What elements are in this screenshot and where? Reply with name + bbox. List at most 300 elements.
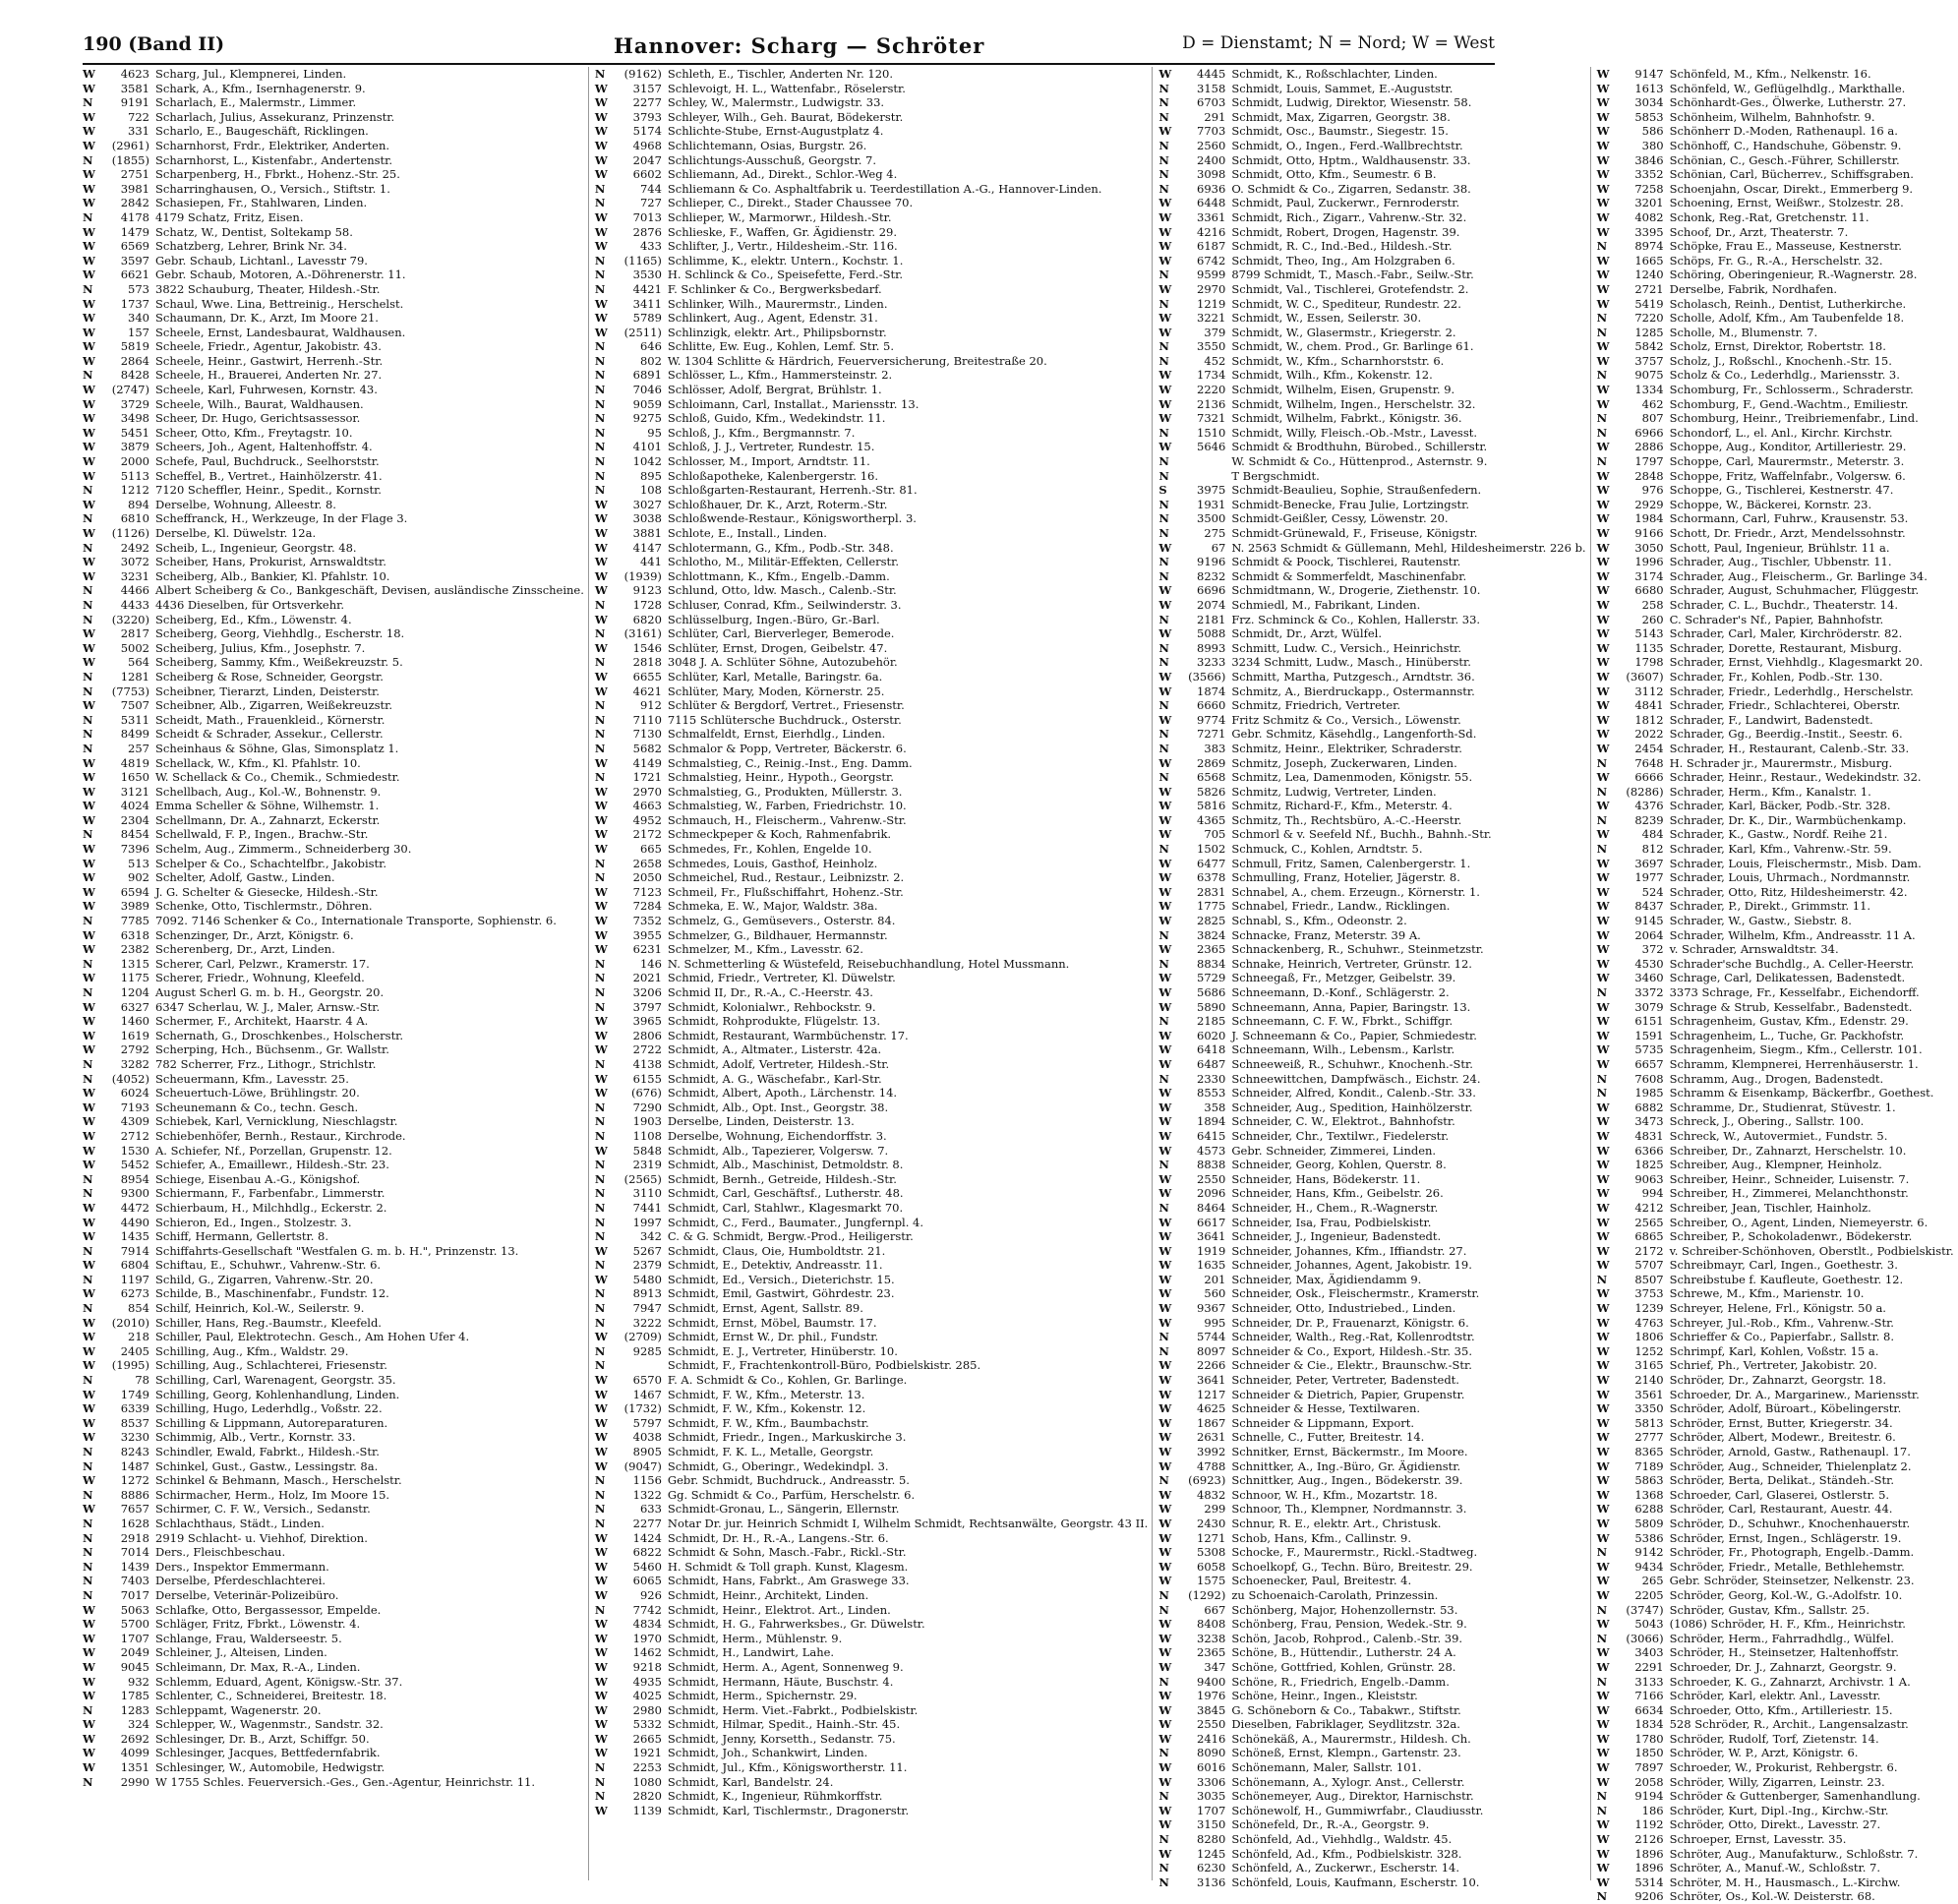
- entry-district-code: W: [1596, 396, 1610, 411]
- directory-entry: [1158, 182, 1585, 197]
- entry-text: Schrader, Fr., Kohlen, Podb.-Str. 130.: [1669, 669, 1883, 684]
- entry-district-code: W: [594, 1071, 608, 1086]
- directory-entry: [595, 1014, 1148, 1029]
- entry-text: Schlepper, W., Wagenmstr., Sandstr. 32.: [155, 1717, 384, 1732]
- entry-district-code: N: [1158, 454, 1169, 469]
- entry-text: Schilling, Carl, Warenagent, Georgstr. 35.: [155, 1373, 396, 1388]
- entry-phone-number: 586: [1641, 124, 1664, 139]
- directory-entry: [83, 397, 584, 412]
- entry-district-code: N: [83, 1171, 93, 1186]
- entry-district-code: W: [1158, 1574, 1172, 1588]
- entry-district-code: W: [1158, 281, 1172, 296]
- directory-entry: [1158, 282, 1585, 297]
- entry-district-code: W: [594, 1587, 608, 1602]
- directory-entry: [83, 1373, 584, 1388]
- directory-entry: [1158, 1603, 1585, 1618]
- directory-entry: [595, 1129, 1148, 1144]
- entry-phone-number: 4968: [632, 138, 662, 152]
- entry-phone-number: (1165): [623, 253, 662, 268]
- entry-text: Schmidt, Joh., Schankwirt, Linden.: [667, 1746, 868, 1760]
- entry-phone-number: 95: [647, 425, 662, 440]
- entry-district-code: W: [1596, 1128, 1610, 1143]
- entry-text: Schneider, Alfred, Kondit., Calenb.-Str. 33.: [1231, 1086, 1476, 1101]
- entry-district-code: W: [1158, 383, 1172, 397]
- entry-text: Schmalstieg, W., Farben, Friedrichstr. 10.: [667, 799, 907, 813]
- entry-phone-number: 6327: [120, 999, 149, 1014]
- entry-phone-number: 67: [1211, 540, 1226, 555]
- entry-phone-number: 9075: [1634, 368, 1664, 383]
- entry-phone-number: 2172: [1634, 1243, 1664, 1258]
- entry-district-code: W: [594, 684, 608, 698]
- directory-entry: [1158, 713, 1585, 728]
- directory-entry: [1158, 1645, 1585, 1660]
- entry-phone-number: 3112: [1634, 684, 1664, 698]
- entry-text: Schlinkert, Aug., Agent, Edenstr. 31.: [667, 311, 878, 326]
- entry-text: Schröter, Os., Kol.-W. Deisterstr. 68.: [1669, 1889, 1875, 1904]
- entry-text: Schmidt, Ed., Versich., Dieterichstr. 15.: [667, 1272, 895, 1286]
- entry-district-code: W: [1596, 956, 1610, 971]
- entry-district-code: W: [1158, 1373, 1172, 1388]
- entry-phone-number: 186: [1641, 1803, 1664, 1817]
- entry-district-code: W: [83, 1645, 95, 1660]
- entry-district-code: W: [594, 942, 608, 957]
- entry-text: Schönheim, Wilhelm, Bahnhofstr. 9.: [1669, 109, 1875, 124]
- directory-entry: [1158, 1689, 1585, 1703]
- entry-district-code: W: [1158, 311, 1172, 326]
- entry-text: Schmidt, Dr., Arzt, Wülfel.: [1231, 626, 1382, 641]
- entry-text: Schreck, J., Obering., Sallstr. 100.: [1669, 1114, 1865, 1129]
- directory-entry: [83, 326, 584, 340]
- entry-text: Schmidt, Herm. Viet.-Fabrkt., Podbielskistr.: [667, 1702, 919, 1717]
- entry-district-code: N: [594, 1343, 606, 1358]
- entry-text: Schob, Hans, Kfm., Callinstr. 9.: [1231, 1530, 1412, 1545]
- entry-text: Scheinhaus & Söhne, Glas, Simonsplatz 1.: [155, 741, 399, 755]
- entry-phone-number: 7284: [632, 899, 662, 914]
- directory-entry: [83, 153, 584, 168]
- entry-phone-number: 8280: [1197, 1832, 1226, 1847]
- entry-district-code: W: [1596, 1846, 1610, 1861]
- entry-text: Schelm, Aug., Zimmerm., Schneiderberg 30.: [155, 842, 412, 857]
- entry-phone-number: 3174: [1634, 568, 1664, 583]
- directory-entry: [83, 942, 584, 957]
- entry-district-code: W: [83, 1415, 95, 1430]
- directory-entry: [83, 1717, 584, 1732]
- entry-district-code: W: [83, 468, 95, 483]
- entry-district-code: N: [1158, 1587, 1169, 1602]
- entry-district-code: W: [83, 1358, 95, 1373]
- entry-text: Schmeckpeper & Koch, Rahmenfabrik.: [667, 827, 892, 842]
- entry-district-code: W: [1158, 1229, 1172, 1244]
- entry-text: Scherenberg, Dr., Arzt, Linden.: [155, 942, 335, 957]
- entry-text: Schloßgarten-Restaurant, Herrenh.-Str. 81.: [667, 483, 918, 498]
- entry-district-code: W: [83, 999, 95, 1014]
- directory-entry: [595, 928, 1148, 943]
- directory-entry: [595, 326, 1148, 340]
- entry-district-code: W: [83, 870, 95, 885]
- entry-phone-number: 894: [128, 497, 149, 511]
- entry-phone-number: 2492: [120, 540, 149, 555]
- directory-entry: [83, 1301, 584, 1316]
- directory-entry: [1597, 483, 1954, 498]
- entry-text: Schröter, A., Manuf.-W., Schloßstr. 7.: [1669, 1861, 1881, 1875]
- entry-phone-number: 1239: [1634, 1301, 1664, 1316]
- entry-phone-number: 7403: [120, 1574, 149, 1588]
- entry-phone-number: 1108: [632, 1128, 662, 1143]
- entry-district-code: W: [83, 138, 95, 152]
- entry-district-code: W: [1596, 684, 1610, 698]
- entry-district-code: N: [594, 281, 606, 296]
- entry-phone-number: (7753): [111, 684, 149, 698]
- entry-phone-number: 4038: [632, 1430, 662, 1445]
- entry-phone-number: 5682: [632, 741, 662, 755]
- directory-entry: [595, 569, 1148, 584]
- entry-text: Scholz, Ernst, Direktor, Robertstr. 18.: [1669, 339, 1886, 354]
- entry-phone-number: 1996: [1634, 555, 1664, 569]
- entry-text: Schmidt, Otto, Kfm., Seumestr. 6 B.: [1231, 167, 1437, 182]
- entry-text: Schondorf, L., el. Anl., Kirchr. Kirchstr.: [1669, 425, 1893, 440]
- entry-text: Schmidt, W., Kfm., Scharnhorststr. 6.: [1231, 353, 1445, 368]
- entry-phone-number: 1439: [120, 1559, 149, 1574]
- directory-entry: [595, 297, 1148, 312]
- entry-phone-number: 7321: [1197, 411, 1226, 426]
- entry-text: Schmidt, R. C., Ind.-Bed., Hildesh.-Str.: [1231, 239, 1453, 254]
- entry-phone-number: 7271: [1197, 727, 1226, 742]
- entry-text: Schmalor & Popp, Vertreter, Bäckerstr. 6.: [667, 741, 907, 755]
- entry-district-code: W: [594, 1042, 608, 1057]
- directory-entry: [83, 1229, 584, 1244]
- entry-phone-number: 340: [128, 311, 149, 326]
- directory-entry: [595, 239, 1148, 254]
- directory-entry: [1158, 1775, 1585, 1790]
- entry-phone-number: 3150: [1197, 1817, 1226, 1832]
- directory-entry: [83, 511, 584, 526]
- directory-entry: [595, 670, 1148, 684]
- directory-entry: [1158, 1373, 1585, 1388]
- entry-text: Schlotermann, G., Kfm., Podb.-Str. 348.: [667, 540, 894, 555]
- directory-entry: [595, 555, 1148, 569]
- entry-text: Schönefeld, Dr., R.-A., Georgstr. 9.: [1231, 1817, 1430, 1832]
- entry-phone-number: 8232: [1197, 568, 1226, 583]
- entry-text: Scholz & Co., Lederhdlg., Mariensstr. 3.: [1669, 368, 1900, 383]
- entry-text: 7115 Schlütersche Buchdruck., Osterstr.: [667, 712, 902, 727]
- entry-phone-number: 2777: [1634, 1430, 1664, 1445]
- entry-phone-number: 5451: [120, 425, 149, 440]
- entry-text: Schrader, P., Direkt., Grimmstr. 11.: [1669, 899, 1871, 914]
- entry-district-code: W: [1158, 540, 1172, 555]
- column-4: [1596, 67, 1958, 1904]
- entry-text: Schmidt, Hermann, Häute, Buschstr. 4.: [667, 1674, 894, 1689]
- directory-entry: [1158, 1545, 1585, 1560]
- directory-entry: [1158, 1660, 1585, 1675]
- entry-text: Schneemann, Wilh., Lebensm., Karlstr.: [1231, 1042, 1455, 1057]
- entry-district-code: W: [1596, 1874, 1610, 1889]
- entry-text: Scherer, Carl, Pelzwr., Kramerstr. 17.: [155, 956, 370, 971]
- entry-district-code: W: [1596, 1186, 1610, 1201]
- entry-text: Schreiber, Aug., Klempner, Heinholz.: [1669, 1158, 1882, 1172]
- directory-entry: [1158, 426, 1585, 441]
- entry-phone-number: 6020: [1197, 1028, 1226, 1042]
- entry-district-code: W: [1158, 884, 1172, 899]
- entry-phone-number: 4490: [120, 1215, 149, 1229]
- directory-entry: [83, 1675, 584, 1690]
- entry-phone-number: 1502: [1197, 842, 1226, 857]
- entry-text: A. Schiefer, Nf., Porzellan, Grupenstr. 12.: [155, 1143, 392, 1158]
- entry-phone-number: 1204: [120, 985, 149, 999]
- directory-entry: [595, 1086, 1148, 1101]
- directory-entry: [1597, 813, 1954, 828]
- entry-district-code: W: [1158, 1717, 1172, 1732]
- directory-entry: [595, 1144, 1148, 1159]
- entry-phone-number: 7110: [632, 712, 662, 727]
- entry-text: Schilde, B., Maschinenfabr., Fundstr. 12.: [155, 1286, 389, 1301]
- directory-entry: [83, 1316, 584, 1331]
- directory-entry: [595, 1029, 1148, 1043]
- directory-entry: [1158, 1114, 1585, 1129]
- entry-text: Schoof, Dr., Arzt, Theaterstr. 7.: [1669, 224, 1849, 239]
- entry-district-code: N: [594, 870, 606, 885]
- entry-phone-number: 4099: [120, 1746, 149, 1760]
- entry-district-code: W: [1158, 999, 1172, 1014]
- directory-entry: [83, 139, 584, 153]
- directory-entry: [1597, 971, 1954, 985]
- directory-entry: [1597, 440, 1954, 454]
- directory-entry: [595, 225, 1148, 240]
- directory-entry: [595, 613, 1148, 627]
- entry-text: Schmidt, Emil, Gastwirt, Göhrdestr. 23.: [667, 1286, 895, 1301]
- entry-district-code: N: [83, 914, 93, 928]
- directory-entry: [1158, 1430, 1585, 1445]
- directory-entry: [83, 1273, 584, 1287]
- directory-entry: [1597, 1258, 1954, 1273]
- directory-entry: [83, 1258, 584, 1273]
- entry-text: Schilling, Aug., Schlachterei, Friesenstr.: [155, 1358, 387, 1373]
- entry-text: Schirmacher, Herm., Holz, Im Moore 15.: [155, 1487, 390, 1502]
- directory-entry: [1597, 1517, 1954, 1531]
- entry-text: Schnabl, S., Kfm., Odeonstr. 2.: [1231, 914, 1407, 928]
- entry-district-code: W: [1158, 1358, 1172, 1373]
- entry-phone-number: 6657: [1634, 1056, 1664, 1071]
- entry-text: Scholz, J., Roßschl., Knochenh.-Str. 15.: [1669, 353, 1892, 368]
- directory-entry: [1597, 1086, 1954, 1101]
- directory-entry: [595, 311, 1148, 326]
- entry-phone-number: 8090: [1197, 1746, 1226, 1760]
- entry-text: Schmelz, G., Gemüsevers., Osterstr. 84.: [667, 914, 896, 928]
- entry-district-code: W: [83, 655, 95, 670]
- entry-phone-number: 2751: [120, 167, 149, 182]
- directory-entry: [595, 641, 1148, 656]
- directory-entry: [83, 742, 584, 756]
- entry-district-code: N: [1158, 296, 1169, 311]
- entry-text: Schlichtemann, Osias, Burgstr. 26.: [667, 138, 867, 152]
- entry-phone-number: 3403: [1634, 1645, 1664, 1660]
- directory-entry: [1597, 928, 1954, 943]
- entry-phone-number: 3561: [1634, 1387, 1664, 1401]
- entry-text: Derselbe, Kl. Düwelstr. 12a.: [155, 526, 317, 540]
- directory-entry: [83, 1000, 584, 1015]
- entry-district-code: N: [1158, 1071, 1169, 1086]
- entry-text: Schmidt, Herm., Spichernstr. 29.: [667, 1689, 858, 1703]
- entry-text: Derselbe, Veterinär-Polizeibüro.: [155, 1587, 339, 1602]
- directory-entry: [1597, 368, 1954, 383]
- entry-phone-number: 6621: [120, 268, 149, 282]
- entry-district-code: W: [83, 1143, 95, 1158]
- directory-entry: [595, 971, 1148, 985]
- entry-district-code: N: [1158, 770, 1169, 785]
- entry-text: Schön, Jacob, Rohprod., Calenb.-Str. 39.: [1231, 1631, 1463, 1645]
- entry-text: Schmidt, Willy, Fleisch.-Ob.-Mstr., Lavesst.: [1231, 425, 1477, 440]
- entry-phone-number: 7608: [1634, 1071, 1664, 1086]
- entry-phone-number: 6804: [120, 1258, 149, 1273]
- directory-entry: [595, 124, 1148, 139]
- directory-entry: [83, 498, 584, 512]
- entry-text: Schroeper, Ernst, Lavesstr. 35.: [1669, 1832, 1847, 1847]
- entry-district-code: W: [1596, 1286, 1610, 1301]
- entry-phone-number: 2047: [632, 152, 662, 167]
- entry-district-code: N: [594, 1186, 606, 1201]
- directory-entry: [1158, 526, 1585, 541]
- entry-text: Schlüter, Carl, Bierverleger, Bemerode.: [667, 626, 895, 641]
- entry-phone-number: 1984: [1634, 511, 1664, 526]
- entry-text: Schrader'sche Buchdlg., A. Celler-Heerstr.: [1669, 956, 1915, 971]
- directory-entry: [1158, 1086, 1585, 1101]
- entry-district-code: N: [1158, 698, 1169, 713]
- entry-district-code: W: [1158, 1128, 1172, 1143]
- entry-text: Schenke, Otto, Tischlermstr., Döhren.: [155, 899, 373, 914]
- entry-phone-number: 2050: [632, 870, 662, 885]
- directory-entry: [595, 914, 1148, 928]
- entry-phone-number: 4466: [120, 583, 149, 598]
- entry-text: (1086) Schröder, H. F., Kfm., Heinrichstr.: [1669, 1617, 1906, 1632]
- entry-text: Schrader, Friedr., Schlachterei, Oberstr.: [1669, 698, 1901, 713]
- entry-district-code: W: [1596, 712, 1610, 727]
- entry-text: Schneider, Aug., Spedition, Hainhölzerstr.: [1231, 1100, 1473, 1114]
- entry-phone-number: 1976: [1197, 1689, 1226, 1703]
- entry-phone-number: 646: [639, 339, 662, 354]
- entry-text: Schröder, Willy, Zigarren, Leinstr. 23.: [1669, 1774, 1885, 1789]
- directory-entry: [1597, 756, 1954, 771]
- entry-district-code: N: [594, 1473, 606, 1488]
- entry-text: Schrader, K., Gastw., Nordf. Reihe 21.: [1669, 827, 1888, 842]
- entry-phone-number: (3747): [1626, 1602, 1664, 1617]
- entry-text: Scharlach, Julius, Assekuranz, Prinzenstr.: [155, 109, 395, 124]
- entry-district-code: N: [594, 67, 606, 81]
- entry-text: Schnacke, Franz, Meterstr. 39 A.: [1231, 927, 1421, 942]
- entry-text: Schierbaum, H., Milchhdlg., Eckerstr. 2.: [155, 1200, 387, 1215]
- entry-text: Derselbe, Wohnung, Alleestr. 8.: [155, 497, 336, 511]
- entry-district-code: W: [1596, 655, 1610, 670]
- entry-district-code: W: [1596, 1243, 1610, 1258]
- entry-district-code: W: [1158, 799, 1172, 813]
- entry-district-code: N: [1596, 1889, 1608, 1904]
- entry-text: Schneider, Isa, Frau, Podbielskistr.: [1231, 1215, 1432, 1229]
- entry-text: Schrader, Louis, Fleischermstr., Misb. Dam.: [1669, 856, 1922, 870]
- directory-entry: [83, 1086, 584, 1101]
- directory-entry: [83, 799, 584, 813]
- entry-phone-number: 1707: [120, 1631, 149, 1645]
- entry-text: 4179 Schatz, Fritz, Eisen.: [155, 209, 304, 224]
- entry-phone-number: 2722: [632, 1042, 662, 1057]
- entry-phone-number: 9194: [1634, 1789, 1664, 1804]
- entry-phone-number: 3110: [632, 1186, 662, 1201]
- entry-phone-number: 8428: [120, 368, 149, 383]
- abbreviation-legend: D = Dienstamt; N = Nord; W = West: [1182, 33, 1495, 53]
- directory-entry: [83, 82, 584, 96]
- entry-district-code: N: [83, 1373, 93, 1388]
- entry-district-code: W: [83, 568, 95, 583]
- entry-district-code: W: [1158, 626, 1172, 641]
- entry-phone-number: 1628: [120, 1516, 149, 1530]
- entry-phone-number: (1939): [623, 568, 662, 583]
- entry-text: Schilf, Heinrich, Kol.-W., Seilerstr. 9.: [155, 1301, 365, 1316]
- entry-phone-number: 1245: [1197, 1846, 1226, 1861]
- entry-phone-number: 3221: [1197, 311, 1226, 326]
- directory-entry: [1158, 1286, 1585, 1301]
- entry-text: Schmidt, W., Glasermstr., Kriegerstr. 2.: [1231, 325, 1456, 339]
- entry-phone-number: 1985: [1634, 1086, 1664, 1101]
- directory-entry: [595, 1072, 1148, 1087]
- entry-phone-number: 2918: [120, 1530, 149, 1545]
- entry-phone-number: 524: [1641, 884, 1664, 899]
- entry-phone-number: 9774: [1197, 712, 1226, 727]
- entry-text: Schmidt, Wilhelm, Fabrkt., Königstr. 36.: [1231, 411, 1462, 426]
- entry-text: Schiftau, E., Schuhwr., Vahrenw.-Str. 6.: [155, 1258, 382, 1273]
- entry-phone-number: 2405: [120, 1343, 149, 1358]
- directory-entry: [1597, 1029, 1954, 1043]
- entry-district-code: W: [83, 109, 95, 124]
- entry-phone-number: 8097: [1197, 1343, 1226, 1358]
- entry-phone-number: 8553: [1197, 1086, 1226, 1101]
- directory-entry: [595, 899, 1148, 914]
- entry-text: Schlesinger, W., Automobile, Hedwigstr.: [155, 1760, 386, 1775]
- entry-district-code: N: [1158, 727, 1169, 742]
- entry-phone-number: 1322: [632, 1487, 662, 1502]
- entry-district-code: W: [1596, 383, 1610, 397]
- entry-phone-number: 3133: [1634, 1674, 1664, 1689]
- entry-phone-number: 1435: [120, 1229, 149, 1244]
- entry-text: Schoppe, Aug., Konditor, Artilleriestr. 29.: [1669, 440, 1907, 454]
- directory-entry: [595, 354, 1148, 369]
- entry-phone-number: 3530: [632, 268, 662, 282]
- entry-phone-number: 2550: [1197, 1717, 1226, 1732]
- entry-phone-number: 4623: [120, 67, 149, 81]
- entry-district-code: N: [83, 1445, 93, 1458]
- entry-phone-number: 5842: [1634, 339, 1664, 354]
- entry-phone-number: 3158: [1197, 81, 1226, 95]
- entry-phone-number: 8507: [1634, 1272, 1664, 1286]
- entry-district-code: W: [83, 296, 95, 311]
- entry-district-code: W: [1596, 927, 1610, 942]
- entry-text: Schmidt, Heinr., Elektrot. Art., Linden.: [667, 1602, 891, 1617]
- entry-district-code: W: [594, 138, 608, 152]
- directory-entry: [1158, 626, 1585, 641]
- entry-text: Schmidt, Alb., Opt. Inst., Georgstr. 38.: [667, 1100, 889, 1114]
- directory-entry: [1158, 1201, 1585, 1216]
- entry-text: Schrader, W., Gastw., Siebstr. 8.: [1669, 914, 1852, 928]
- entry-district-code: W: [1158, 1100, 1172, 1114]
- directory-entry: [1597, 1129, 1954, 1144]
- entry-district-code: W: [83, 339, 95, 354]
- entry-phone-number: 5043: [1634, 1617, 1664, 1632]
- entry-text: Schiff, Hermann, Gellertstr. 8.: [155, 1229, 329, 1244]
- entry-phone-number: 1351: [120, 1760, 149, 1775]
- entry-phone-number: 462: [1641, 396, 1664, 411]
- directory-entry: [1158, 1416, 1585, 1431]
- directory-entry: [83, 555, 584, 569]
- entry-text: Schaumann, Dr. K., Arzt, Im Moore 21.: [155, 311, 379, 326]
- directory-entry: [1597, 1789, 1954, 1804]
- entry-district-code: N: [83, 1056, 93, 1071]
- entry-text: Schmidt, A. G., Wäschefabr., Karl-Str.: [667, 1071, 882, 1086]
